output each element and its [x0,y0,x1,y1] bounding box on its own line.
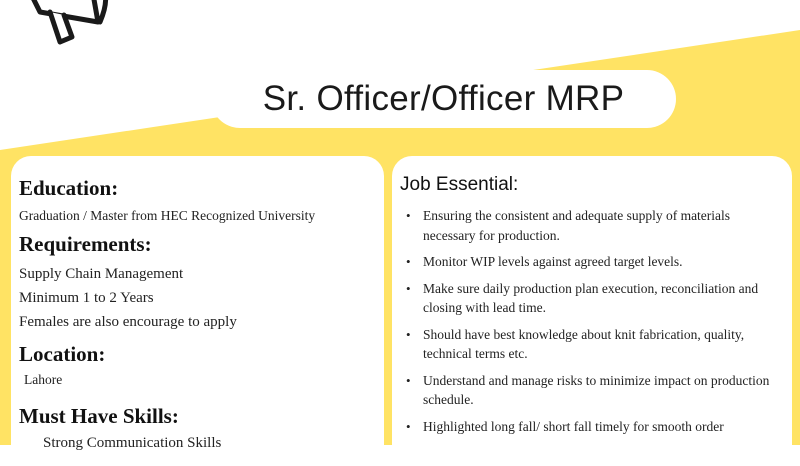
skill-item: Strong Communication Skills [43,435,222,451]
location-text: Lahore [24,372,63,387]
job-essential-card [392,156,792,466]
list-item [404,325,784,364]
list-item-text: Understand and manage risks to minimize impact on production schedule. [423,372,770,407]
bullet-icon: • [406,418,411,434]
list-item [404,206,784,245]
bullet-icon: • [406,280,411,296]
skills-heading: Must Have Skills: [19,404,179,428]
bullet-icon: • [406,208,411,223]
education-heading: Education: [19,176,119,200]
list-item [404,252,784,272]
education-text: Graduation / Master from HEC Recognized University [19,208,316,223]
bullet-icon: • [406,372,411,388]
requirement-item: Females are also encourage to apply [19,314,237,330]
requirement-item: Supply Chain Management [19,266,184,282]
list-item-text: Highlighted long fall/ short fall timely for smooth order [423,418,724,434]
list-item [404,371,784,410]
megaphone-icon [20,0,140,52]
list-item [404,417,784,437]
bullet-icon: • [406,326,411,342]
list-item-text: Make sure daily production plan execution, reconciliation and closing with lead time. [423,280,759,315]
requirements-heading: Requirements: [19,232,152,256]
job-essential-list [404,206,784,443]
job-essential-heading: Job Essential: [400,174,519,195]
list-item-text: Should have best knowledge about knit fabrication, quality, technical terms etc. [423,326,745,361]
page-title: Sr. Officer/Officer MRP [211,70,676,128]
list-item-text: Monitor WIP levels against agreed target levels. [423,254,683,269]
list-item-text: Ensuring the consistent and adequate supply of materials necessary for production. [423,208,731,243]
requirements-card [11,156,384,466]
list-item [404,279,784,318]
requirement-item: Minimum 1 to 2 Years [19,290,154,306]
bullet-icon: • [406,254,411,269]
location-heading: Location: [19,342,106,366]
